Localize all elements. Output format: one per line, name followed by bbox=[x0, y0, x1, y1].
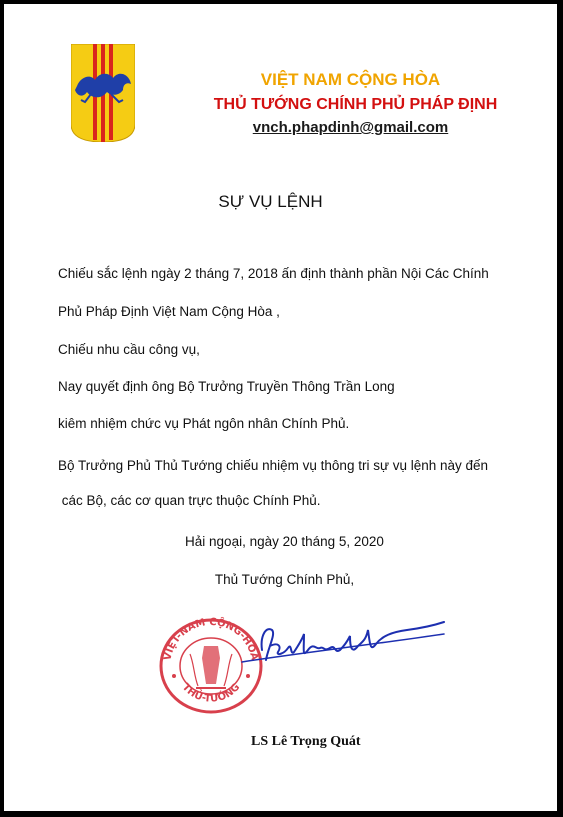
signatory-title-text: Thủ Tướng Chính Phủ, bbox=[214, 572, 355, 587]
body-line: Chiếu sắc lệnh ngày 2 tháng 7, 2018 ấn định thành phần Nội Các Chính bbox=[58, 266, 489, 281]
seal-text-top: VIỆT-NAM CỘNG-HÒA bbox=[162, 616, 260, 662]
national-emblem-icon bbox=[71, 44, 135, 142]
body-line: Bộ Trưởng Phủ Thủ Tướng chiếu nhiệm vụ thông tri sự vụ lệnh này đến bbox=[58, 458, 489, 473]
signer-name: LS Lê Trọng Quát bbox=[251, 734, 361, 749]
body-line: Chiếu nhu cầu công vụ, bbox=[58, 342, 200, 357]
signature bbox=[232, 600, 447, 680]
signatory-title bbox=[4, 572, 557, 587]
document-title bbox=[4, 192, 557, 212]
date-line-text: Hải ngoại, ngày 20 tháng 5, 2020 bbox=[185, 534, 384, 549]
date-line bbox=[4, 534, 557, 549]
document-title-text: SỰ VỤ LỆNH bbox=[218, 192, 323, 211]
body-line: kiêm nhiệm chức vụ Phát ngôn nhân Chính Phủ. bbox=[58, 416, 350, 431]
org-name: VIỆT NAM CỘNG HÒA bbox=[260, 70, 441, 89]
body-line: các Bộ, các cơ quan trực thuộc Chính Phủ. bbox=[58, 493, 321, 508]
body-line: Nay quyết định ông Bộ Trưởng Truyền Thông Trần Long bbox=[58, 379, 395, 394]
body-line: Phủ Pháp Định Việt Nam Cộng Hòa , bbox=[58, 304, 280, 319]
seal-text-bottom: THỦ-TƯỚNG bbox=[179, 681, 243, 705]
document-page bbox=[4, 4, 557, 811]
email-link[interactable]: vnch.phapdinh@gmail.com bbox=[252, 119, 449, 136]
office-name: THỦ TƯỚNG CHÍNH PHỦ PHÁP ĐỊNH bbox=[213, 96, 498, 113]
